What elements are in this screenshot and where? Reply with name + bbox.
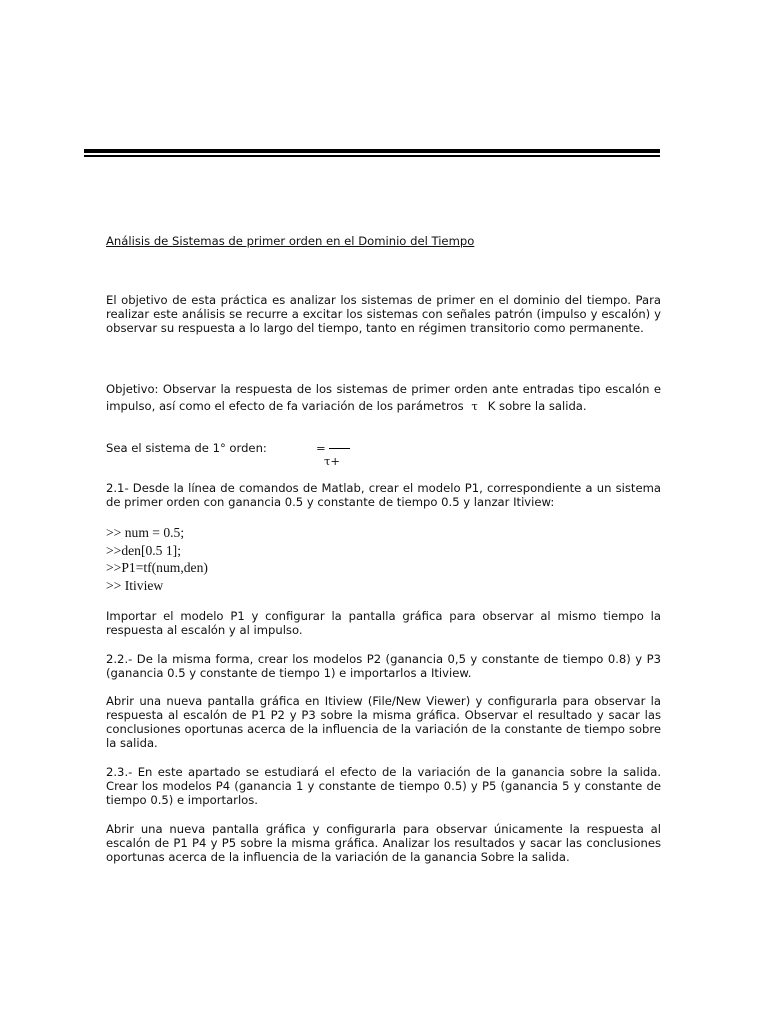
objective-text: Objetivo: Observar la respuesta de los sistemas de primer orden ante entradas tipo escalón e impulso, así como el efecto de fa variación de los parámetros	[106, 382, 661, 413]
code-line: >>den[0.5 1];	[106, 542, 181, 558]
matlab-code-block	[106, 524, 208, 594]
open-viewer-paragraph-1: Abrir una nueva pantalla gráfica en Itiview (File/New Viewer) y configurarla para observar la respuesta al escalón de P1 P2 y P3 sobre la misma gráfica. Observar el resultado y sacar las conclusiones oportunas acerca de la influencia de la variación de la constante de tiempo sobre la salida.	[106, 694, 661, 750]
header-rule-thin	[84, 155, 660, 157]
open-viewer-paragraph-2: Abrir una nueva pantalla gráfica y configurarla para observar únicamente la respuesta al escalón de P1 P4 y P5 sobre la misma gráfica. Analizar los resultados y sacar las conclusiones oportunas acerca de la influencia de la variación de la ganancia Sobre la salida.	[106, 822, 661, 864]
document-title: Análisis de Sistemas de primer orden en el Dominio del Tiempo	[106, 234, 475, 248]
code-line: >>P1=tf(num,den)	[106, 560, 208, 576]
step-2-1-paragraph: 2.1- Desde la línea de comandos de Matlab, crear el modelo P1, correspondiente a un sistema de primer orden con ganancia 0.5 y constante de tiempo 0.5 y lanzar Itiview:	[106, 481, 661, 509]
header-rule-thick	[84, 149, 660, 153]
objective-paragraph	[106, 381, 661, 415]
fraction-bar	[329, 448, 350, 449]
import-paragraph: Importar el modelo P1 y configurar la pantalla gráfica para observar al mismo tiempo la respuesta al escalón y al impulso.	[106, 609, 661, 637]
transfer-function-equation	[316, 441, 356, 473]
code-line: >> Itiview	[106, 577, 164, 593]
step-2-3-paragraph: 2.3.- En este apartado se estudiará el efecto de la variación de la ganancia sobre la salida. Crear los modelos P4 (ganancia 1 y constante de tiempo 0.5) y P5 (ganancia 5 y constante de tiempo 0.5) e importarlos.	[106, 765, 661, 807]
objective-text-end: K sobre la salida.	[487, 399, 587, 413]
system-label: Sea el sistema de 1° orden:	[106, 441, 267, 455]
tau-symbol: τ	[471, 399, 478, 413]
fraction-denominator: τ+	[324, 454, 340, 468]
step-2-2-paragraph: 2.2.- De la misma forma, crear los modelos P2 (ganancia 0,5 y constante de tiempo 0.8) y P3 (ganancia 0.5 y constante de tiempo 1) e importarlos a Itiview.	[106, 652, 661, 680]
code-line: >> num = 0.5;	[106, 525, 185, 540]
equals-sign: =	[316, 441, 326, 455]
intro-paragraph: El objetivo de esta práctica es analizar los sistemas de primer en el dominio del tiempo. Para realizar este análisis se recurre a excitar los sistemas con señales patrón (impulso y escalón) y observar su respuesta a lo largo del tiempo, tanto en régimen transitorio como permanente.	[106, 293, 661, 335]
